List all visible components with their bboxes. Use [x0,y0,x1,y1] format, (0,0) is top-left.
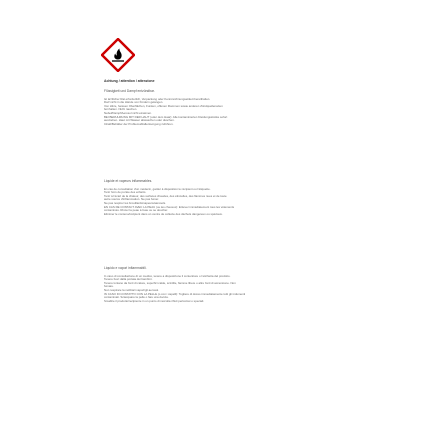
text-line: BEI BERÜHRUNG MIT DER HAUT (oder dem Haar): Alle kontaminierten Kleidungsstücke sofort [104,115,228,119]
text-line: contaminati. Sciacquare la pelle o fare una doccia. [104,296,169,300]
text-line: fernhalten. Nicht rauchen. [104,108,138,112]
text-line: autre source d'inflammation. Ne pas fumer. [104,198,160,202]
flame-hazard-icon [101,38,135,72]
section-heading: Liquido e vapori infiammabili. [104,266,147,270]
text-line: contaminés. Rincer la peau à l'eau ou se doucher. [104,209,169,213]
text-line: Tenir hors de portée des enfants. [104,191,147,195]
text-line: fumare. [104,285,114,289]
text-line: Tenere lontano da fonti di calore, superfici calde, scintille, fiamme libere o altre fonti di accensione. Non [104,281,236,285]
section-italian [104,266,344,303]
text-line: Ist ärztlicher Rat erforderlich, Verpackung oder Kennzeichnungsetikett bereithalten. [104,97,211,101]
text-line: Non respirare la nebbia/i vapori/gli aerosol. [104,288,159,292]
text-line: Tenir à l'écart de la chaleur, des surfaces chaudes, des étincelles, des flammes nues et de toute [104,194,227,198]
text-line: Éliminer le contenu/récipient dans un centre de collecte des déchets dangereux ou spéciaux. [104,212,223,216]
section-heading: Liquide et vapeurs inflammables. [104,179,153,183]
signal-word: Achtung / attention / attenzione [104,79,155,83]
text-line: Darf nicht in die Hände von Kindern gelangen. [104,101,164,105]
text-line: Von Hitze, heissen Oberflächen, Funken, offenen Flammen sowie anderen Zündquellenarten [104,104,223,108]
section-german [104,89,344,126]
text-line: Smaltire il prodotto/recipiente in un punto di raccolta rifiuti pericolosi o speciali. [104,299,205,303]
text-line: Inhalt/Behälter der Problemabfallentsorgung zuführen. [104,122,174,126]
text-line: Ne pas respirer les brouillards/vapeurs/aérosols. [104,201,167,205]
text-line: En cas de consultation d'un médecin, garder à disposition le récipient ou l'étiquette. [104,187,211,191]
text-line: IN CASO DI CONTATTO CON LA PELLE (o con i capelli): Togliere di dosso immediatamente tutti gli indumenti [104,292,246,296]
text-line: Nebel/Dampf/Aerosol nicht einatmen. [104,111,152,115]
text-line: EN CAS DE CONTACT AVEC LA PEAU (ou les cheveux): Enlever immédiatement tous les vêtements [104,205,235,209]
text-line: In caso di consultazione di un medico, tenere a disposizione il contenitore o l'etichetta del prodotto. [104,274,231,278]
section-heading: Flüssigkeit und Dampf entzündbar. [104,89,155,93]
section-french [104,179,344,216]
text-line: ausziehen. Haut mit Wasser abwaschen oder duschen. [104,119,175,123]
text-line: Tenere fuori dalla portata dei bambini. [104,278,153,282]
